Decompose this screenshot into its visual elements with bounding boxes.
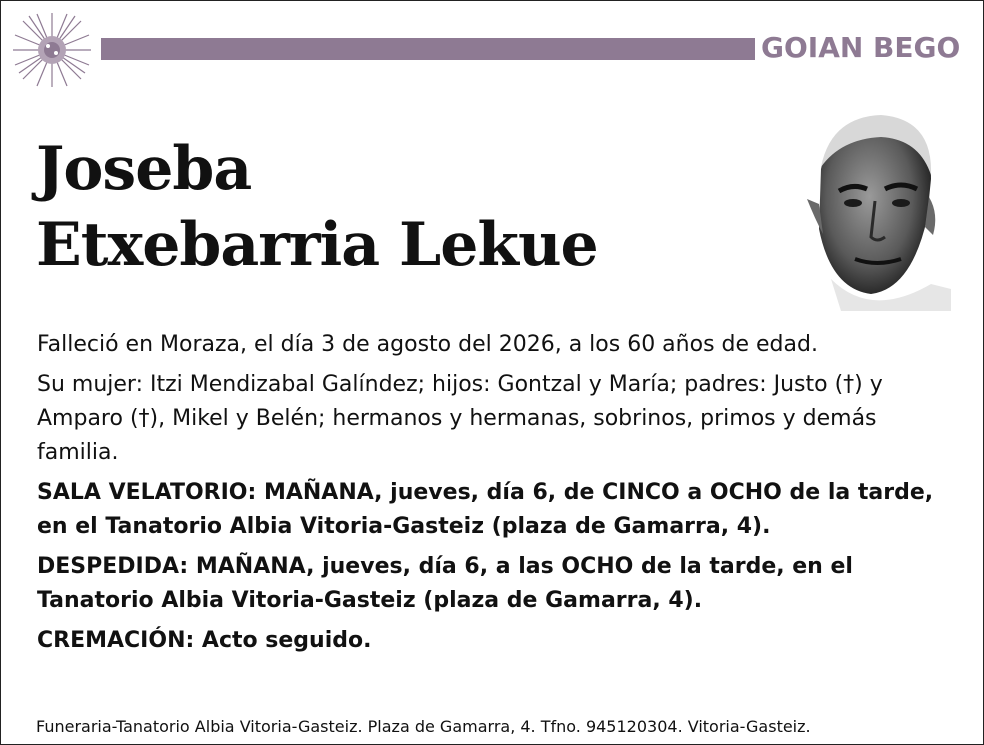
death-notice: Falleció en Moraza, el día 3 de agosto del 2026, a los 60 años de edad. <box>37 332 818 357</box>
header-label: GOIAN BEGO <box>761 31 961 64</box>
farewell-info: DESPEDIDA: MAÑANA, jueves, día 6, a las OCHO de la tarde, en el Tanatorio Albia Vitoria-Gasteiz (plaza de Gamarra, 4). <box>37 554 853 613</box>
notice-body <box>37 328 957 664</box>
thistle-icon <box>11 11 93 89</box>
portrait-photo <box>801 109 951 311</box>
family-list: Su mujer: Itzi Mendizabal Galíndez; hijos: Gontzal y María; padres: Justo (†) y Amparo (†), Mikel y Belén; hermanos y hermanas, sobrinos, primos y demás familia. <box>37 372 883 465</box>
wake-info: SALA VELATORIO: MAÑANA, jueves, día 6, de CINCO a OCHO de la tarde, en el Tanatorio Albia Vitoria-Gasteiz (plaza de Gamarra, 4). <box>37 480 934 539</box>
header-bar <box>101 38 755 60</box>
surnames: Etxebarria Lekue <box>36 210 598 280</box>
cremation-info: CREMACIÓN: Acto seguido. <box>37 628 372 653</box>
deceased-name <box>36 131 598 283</box>
funeral-home-footer: Funeraria-Tanatorio Albia Vitoria-Gasteiz. Plaza de Gamarra, 4. Tfno. 945120304. Vitoria-Gasteiz. <box>36 717 811 736</box>
first-name: Joseba <box>36 134 252 204</box>
